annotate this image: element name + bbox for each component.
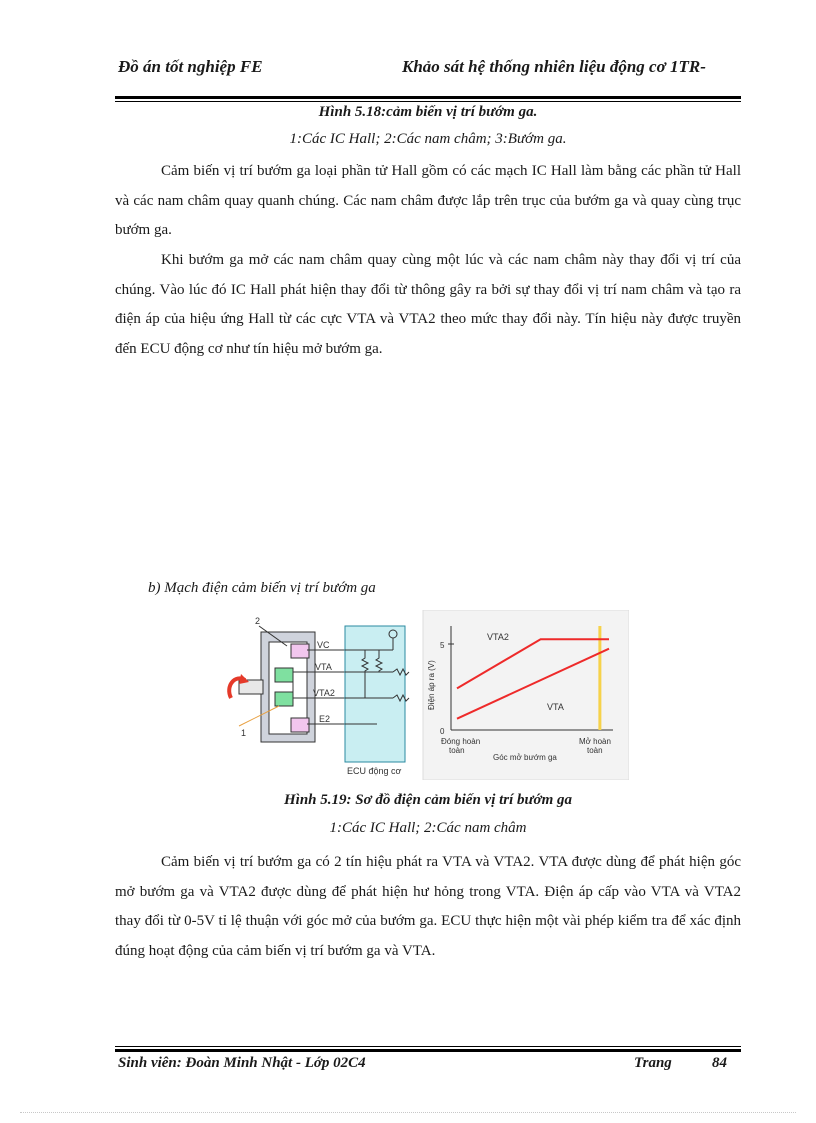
paragraph-hall-sensor: Cảm biến vị trí bướm ga loại phần tử Hall gồm có các mạch IC Hall làm bằng các phần tử Hall và các nam châm quay quanh chúng. Các nam châm được lắp trên trục của bướm ga và quay cùng trục bướm ga.: [115, 163, 741, 238]
figure-5-19-svg: [217, 610, 629, 780]
legend-vta: VTA: [547, 702, 564, 712]
ecu-box: [345, 626, 405, 762]
footer-rule-thick: [115, 1049, 741, 1052]
y-axis-label: Điện áp ra (V): [427, 660, 436, 710]
figure-5-19: [217, 610, 629, 780]
terminal-e2: E2: [319, 714, 331, 724]
footer-student: Sinh viên: Đoàn Minh Nhật - Lớp 02C4: [118, 1055, 366, 1071]
figure-5-19-legend: 1:Các IC Hall; 2:Các nam châm: [329, 820, 527, 836]
x-tick-closed: Đóng hoàn toàn: [441, 737, 481, 755]
callout-1: 1: [241, 728, 247, 738]
y-tick-5: 5: [440, 641, 445, 650]
callout-2: 2: [255, 616, 261, 626]
hall-ic-1: [275, 668, 293, 682]
footer-rule-thin: [115, 1046, 741, 1047]
figure-5-18-legend: 1:Các IC Hall; 2:Các nam châm; 3:Bướm ga.: [289, 131, 567, 147]
ecu-label: ECU động cơ: [347, 766, 402, 776]
header-right-title: Khảo sát hệ thống nhiên liệu động cơ 1TR-: [402, 57, 706, 76]
x-tick-open: Mở hoàn toàn: [579, 737, 611, 755]
circuit-diagram: [217, 610, 417, 780]
footer-page-label: Trang: [634, 1055, 672, 1071]
subheading-circuit: b) Mạch điện cảm biến vị trí bướm ga: [148, 580, 376, 596]
terminal-vc: VC: [317, 640, 330, 650]
legend-vta2: VTA2: [487, 632, 509, 642]
terminal-vta2: VTA2: [313, 688, 335, 698]
y-tick-0: 0: [440, 727, 445, 736]
footer-page-number: 84: [712, 1055, 727, 1071]
figure-5-19-title: Hình 5.19: Sơ đồ điện cảm biến vị trí bướm ga: [283, 792, 573, 808]
x-axis-label: Góc mở bướm ga: [493, 753, 557, 762]
header-rule-thin: [115, 101, 741, 102]
page-edge-dotted: [20, 1112, 796, 1113]
hall-ic-2: [275, 692, 293, 706]
header-rule-thick: [115, 96, 741, 99]
terminal-vta: VTA: [315, 662, 332, 672]
header-left-title: Đồ án tốt nghiệp FE: [118, 57, 263, 76]
paragraph-throttle-open: Khi bướm ga mở các nam châm quay cùng một lúc và các nam châm này thay đổi vị trí của chúng. Vào lúc đó IC Hall phát hiện thay đổi từ thông gây ra bởi sự thay đổi vị trí nam châm và tạo ra điện áp của hiệu ứng Hall từ các cực VTA và VTA2 theo mức thay đổi này. Tín hiệu này được truyền đến ECU động cơ như tín hiệu mở bướm ga.: [115, 252, 741, 357]
magnet-bottom: [291, 718, 309, 732]
voltage-chart: [423, 610, 629, 780]
figure-5-18-title: Hình 5.18:cảm biến vị trí bướm ga.: [318, 104, 538, 120]
paragraph-vta-signals: Cảm biến vị trí bướm ga có 2 tín hiệu phát ra VTA và VTA2. VTA được dùng để phát hiện góc mở bướm ga và VTA2 được dùng để phát hiện hư hỏng trong VTA. Điện áp cấp vào VTA và VTA2 thay đổi từ 0-5V tỉ lệ thuận với góc mở của bướm ga. ECU thực hiện một vài phép kiểm tra để xác định đúng hoạt động của cảm biến vị trí bướm ga và VTA.: [115, 854, 741, 959]
magnet-top: [291, 644, 309, 658]
